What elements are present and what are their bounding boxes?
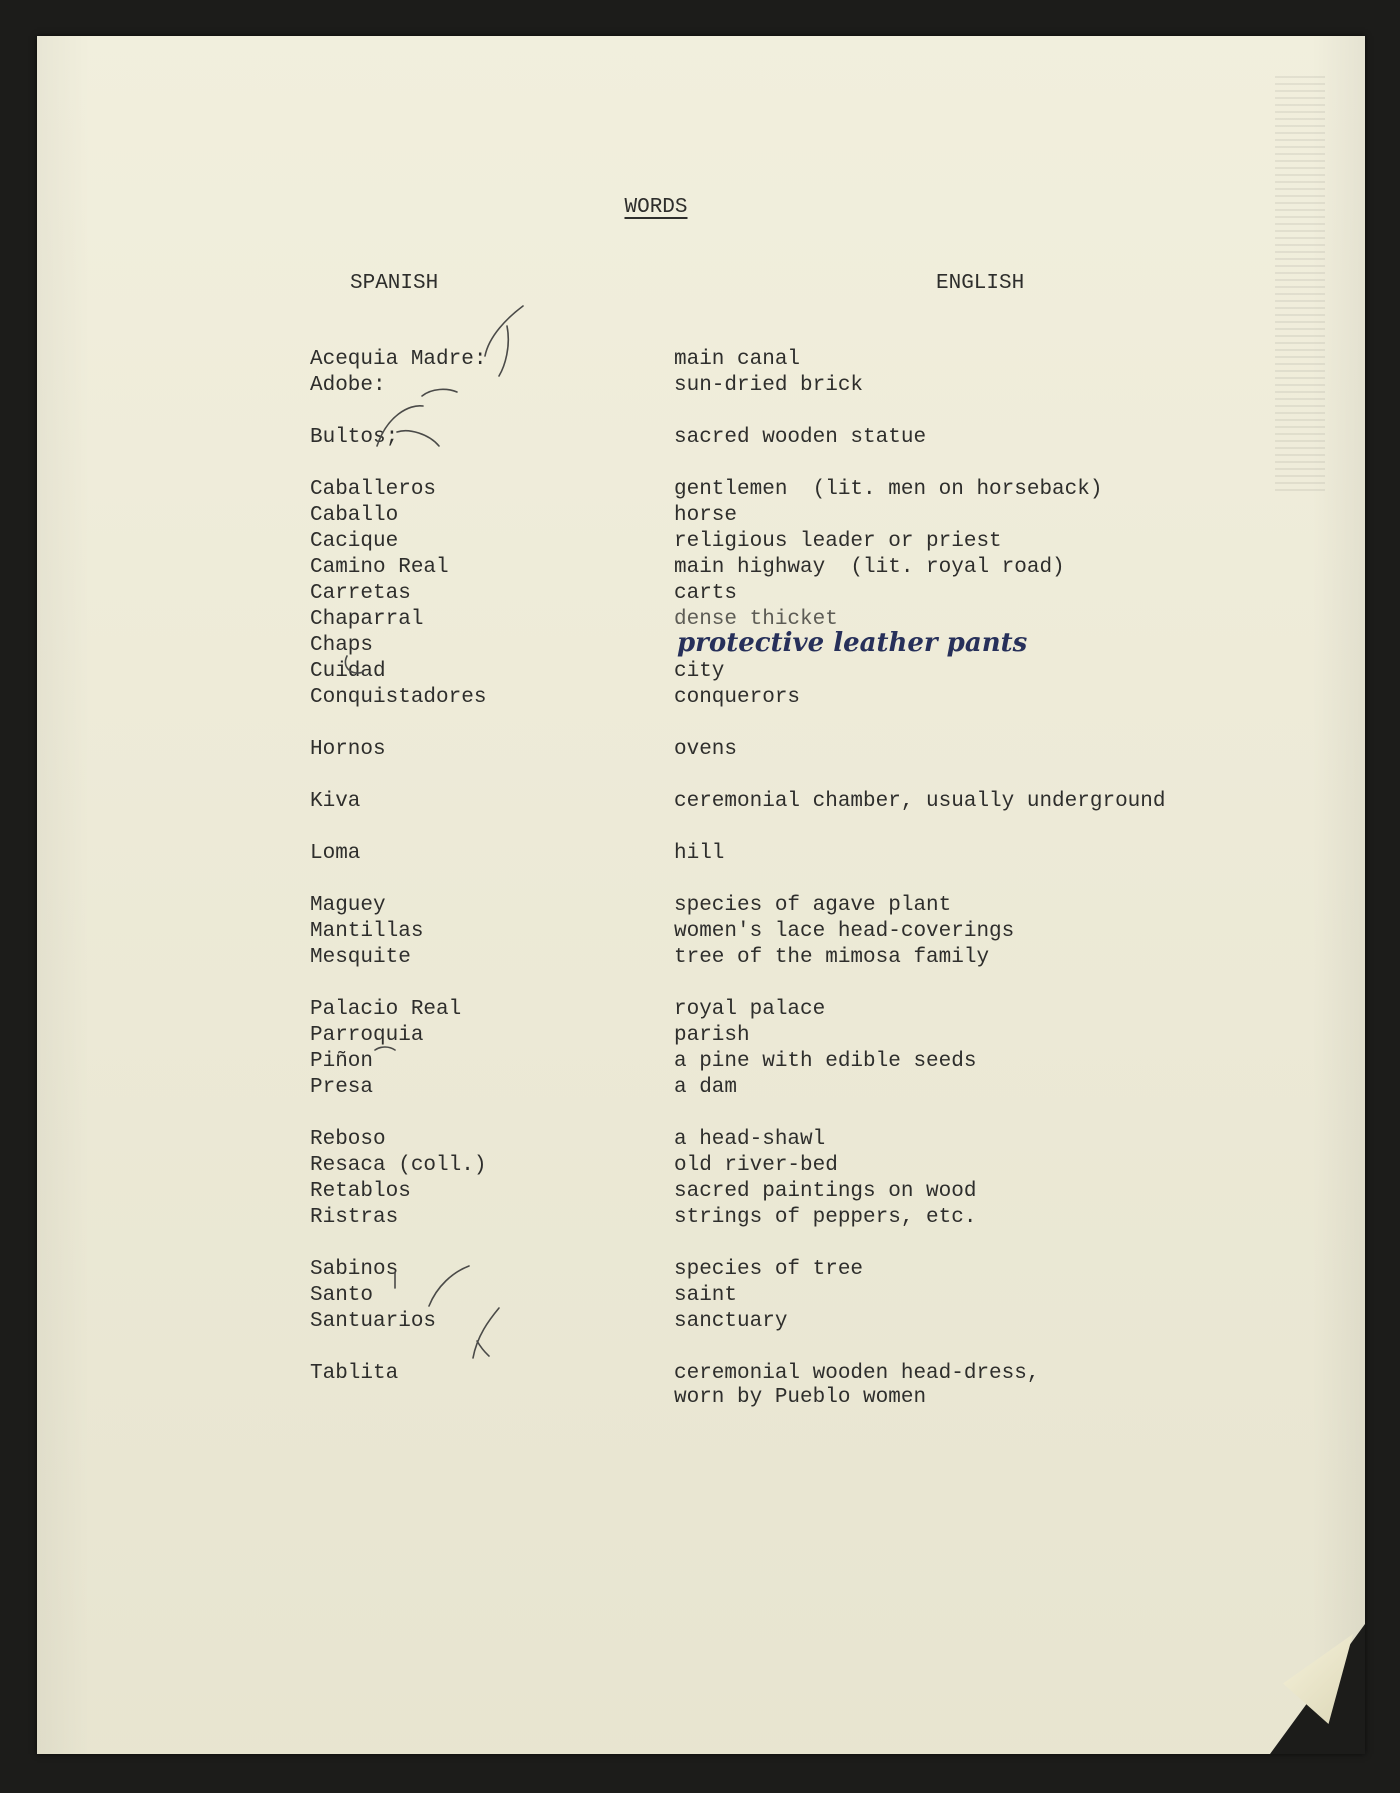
english-meaning: ovens <box>674 738 738 761</box>
english-meaning: city <box>674 660 725 683</box>
english-meaning: carts <box>674 582 738 605</box>
english-meaning: sacred paintings on wood <box>674 1180 977 1203</box>
spanish-term: Ristras <box>310 1206 399 1229</box>
spanish-term: Cacique <box>310 530 399 553</box>
english-meaning: gentlemen (lit. men on horseback) <box>674 478 1103 501</box>
spanish-term: Acequia Madre: <box>310 348 487 371</box>
english-meaning: royal palace <box>674 998 826 1021</box>
english-meaning: horse <box>674 504 738 527</box>
pencil-check-mark <box>473 1308 499 1358</box>
english-meaning: strings of peppers, etc. <box>674 1206 977 1229</box>
english-meaning: sanctuary <box>674 1310 788 1333</box>
english-meaning: hill <box>674 842 725 865</box>
spanish-term: Santo <box>310 1284 374 1307</box>
pencil-check-mark <box>485 306 523 376</box>
english-meaning: worn by Pueblo women <box>674 1386 927 1409</box>
spanish-term: Hornos <box>310 738 386 761</box>
pencil-stroke <box>422 389 457 396</box>
english-meaning: parish <box>674 1024 750 1047</box>
spanish-term: Conquistadores <box>310 686 487 709</box>
spanish-term: Piñon <box>310 1050 374 1073</box>
spanish-term: Mesquite <box>310 946 411 969</box>
spanish-term: Mantillas <box>310 920 424 943</box>
pencil-check-mark <box>377 406 439 446</box>
english-meaning: ceremonial chamber, usually underground <box>674 790 1166 813</box>
title-text: WORDS <box>624 196 688 219</box>
spanish-term: Chaps <box>310 634 374 657</box>
spanish-term: Resaca (coll.) <box>310 1154 487 1177</box>
header-spanish: SPANISH <box>350 272 439 295</box>
spanish-term: Camino Real <box>310 556 449 579</box>
english-meaning: religious leader or priest <box>674 530 1002 553</box>
english-meaning: women's lace head-coverings <box>674 920 1015 943</box>
header-english: ENGLISH <box>936 272 1025 295</box>
english-meaning: main canal <box>674 348 801 371</box>
english-meaning: a head-shawl <box>674 1128 826 1151</box>
spanish-term: Caballo <box>310 504 399 527</box>
english-meaning: main highway (lit. royal road) <box>674 556 1065 579</box>
paper-sheet <box>37 36 1365 1754</box>
spanish-term: Adobe: <box>310 374 386 397</box>
spanish-term: Retablos <box>310 1180 411 1203</box>
english-meaning: conquerors <box>674 686 801 709</box>
english-meaning: ceremonial wooden head-dress, <box>674 1362 1040 1385</box>
handwritten-correction: protective leather pants <box>677 628 1028 658</box>
english-meaning: dense thicket <box>674 608 838 631</box>
pencil-check-mark <box>395 1266 469 1306</box>
spanish-term: Santuarios <box>310 1310 437 1333</box>
tilde-mark <box>375 1047 395 1050</box>
pencil-stroke <box>345 656 363 673</box>
spanish-term: Sabinos <box>310 1258 399 1281</box>
spanish-term: Kiva <box>310 790 361 813</box>
english-meaning: sun-dried brick <box>674 374 864 397</box>
spanish-term: Reboso <box>310 1128 386 1151</box>
english-meaning: sacred wooden statue <box>674 426 927 449</box>
spanish-term: Maguey <box>310 894 386 917</box>
spanish-term: Chaparral <box>310 608 424 631</box>
pencil-marks <box>37 36 1365 1754</box>
english-meaning: species of agave plant <box>674 894 952 917</box>
spanish-term: Bultos; <box>310 426 399 449</box>
spanish-term: Cuidad <box>310 660 386 683</box>
spanish-term: Parroquia <box>310 1024 424 1047</box>
english-meaning: a dam <box>674 1076 738 1099</box>
english-meaning: a pine with edible seeds <box>674 1050 977 1073</box>
spanish-term: Presa <box>310 1076 374 1099</box>
english-meaning: saint <box>674 1284 738 1307</box>
english-meaning: old river-bed <box>674 1154 838 1177</box>
spanish-term: Caballeros <box>310 478 437 501</box>
spanish-term: Loma <box>310 842 361 865</box>
english-meaning: tree of the mimosa family <box>674 946 990 969</box>
spanish-term: Palacio Real <box>310 998 462 1021</box>
english-meaning: species of tree <box>674 1258 864 1281</box>
spanish-term: Tablita <box>310 1362 399 1385</box>
spanish-term: Carretas <box>310 582 411 605</box>
